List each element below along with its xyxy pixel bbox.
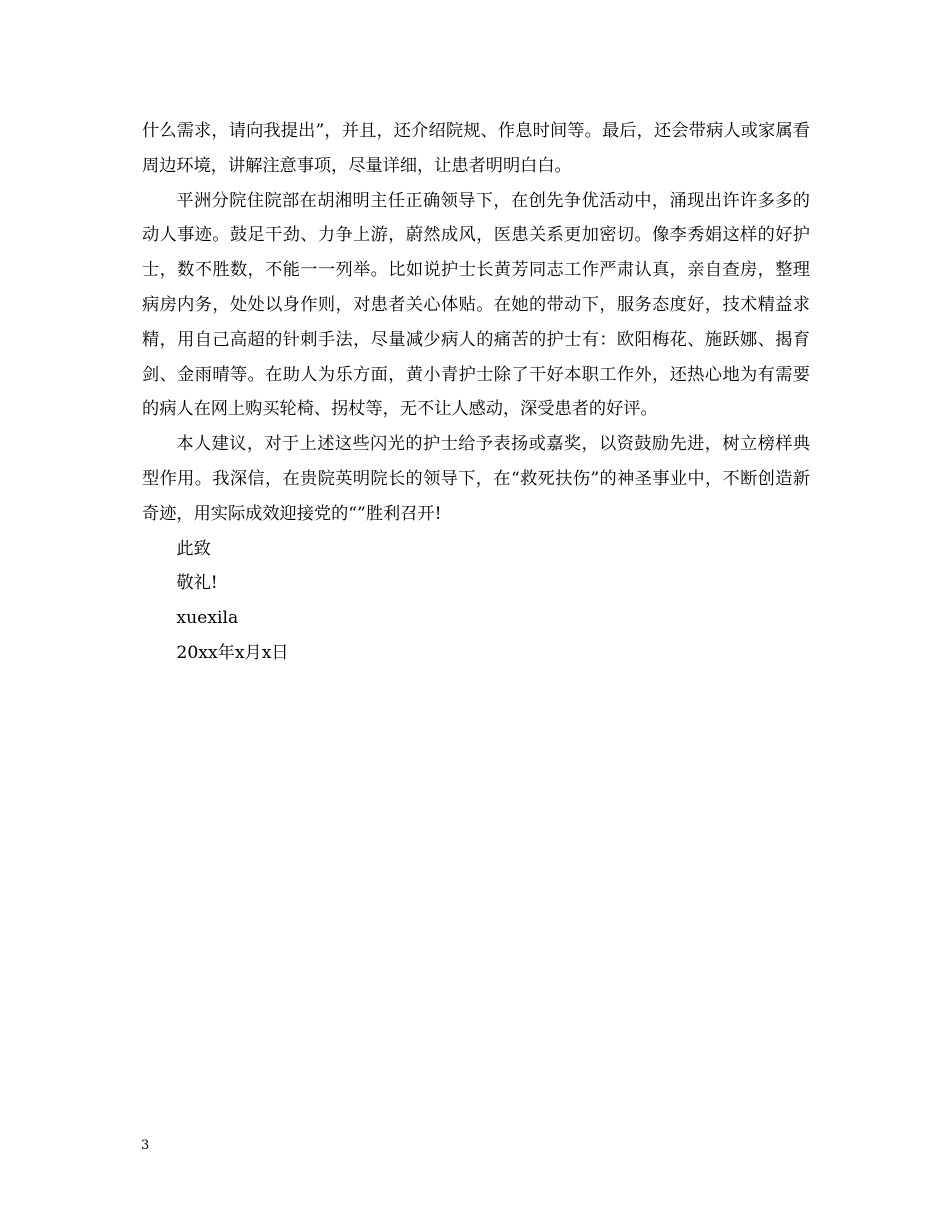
page-number: 3 (141, 1138, 150, 1153)
closing-salutation: 此致 (176, 538, 211, 559)
letter-body (142, 114, 810, 671)
paragraph-continuation: 什么需求，请向我提出”，并且，还介绍院规、作息时间等。最后，还会带病人或家属看周边环境，讲解注意事项，尽量详细，让患者明明白白。 (142, 121, 810, 176)
paragraph-recommendation: 本人建议，对于上述这些闪光的护士给予表扬或嘉奖，以资鼓励先进，树立榜样典型作用。我深信，在贵院英明院长的领导下，在“救死扶伤”的神圣事业中，不断创造新奇迹，用实际成效迎接党的“”胜利召开! (142, 434, 810, 524)
paragraph-commendations: 平洲分院住院部在胡湘明主任正确领导下，在创先争优活动中，涌现出许许多多的动人事迹。鼓足干劲、力争上游，蔚然成风，医患关系更加密切。像李秀娟这样的好护士，数不胜数，不能一一列举。比如说护士长黄芳同志工作严肃认真，亲自查房，整理病房内务，处处以身作则，对患者关心体贴。在她的带动下，服务态度好，技术精益求精，用自己高超的针刺手法，尽量减少病人的痛苦的护士有：欧阳梅花、施跃娜、揭育剑、金雨晴等。在助人为乐方面，黄小青护士除了干好本职工作外，还热心地为有需要的病人在网上购买轮椅、拐杖等，无不让人感动，深受患者的好评。 (142, 190, 810, 420)
closing-regards: 敬礼! (176, 573, 218, 594)
signature: xuexila (176, 608, 239, 629)
letter-date: 20xx年x月x日 (176, 642, 289, 663)
